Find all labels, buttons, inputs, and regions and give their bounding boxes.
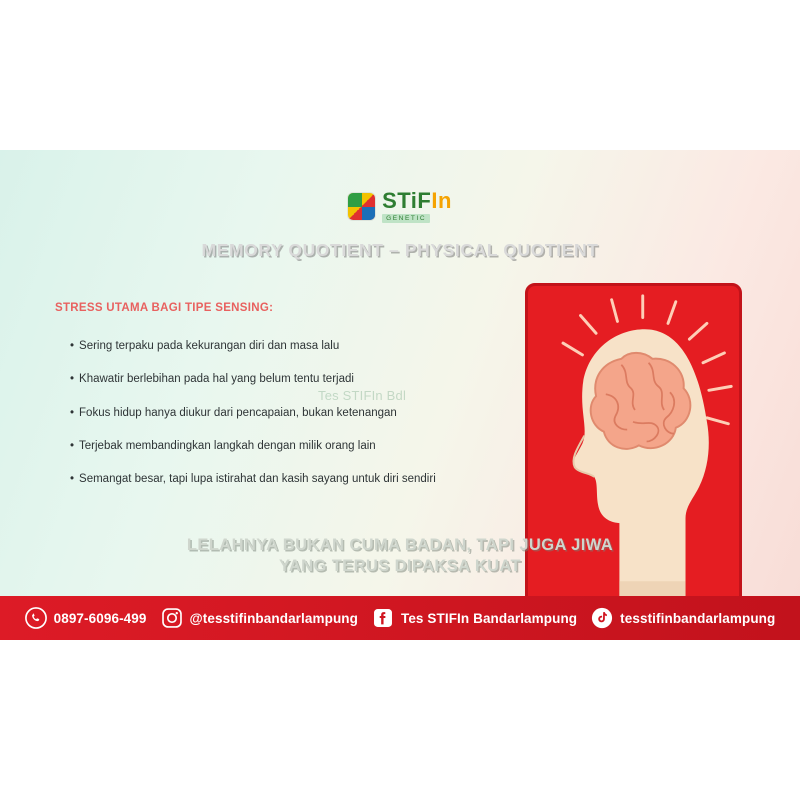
stifin-logo: [0, 190, 800, 223]
list-item: [70, 373, 510, 387]
list-item-label: Khawatir berlebihan pada hal yang belum tentu terjadi: [79, 373, 354, 386]
contact-footer-bar: [0, 596, 800, 640]
section-subheading: STRESS UTAMA BAGI TIPE SENSING:: [55, 302, 274, 314]
tagline-line-2: YANG TERUS DIPAKSA KUAT: [278, 556, 522, 575]
contact-instagram-label: @tesstifinbandarlampung: [189, 610, 358, 626]
stifin-cube-icon: [348, 193, 375, 220]
whatsapp-icon: [25, 607, 47, 629]
contact-tiktok[interactable]: [591, 607, 775, 629]
contact-instagram[interactable]: [161, 607, 358, 629]
bullet-marker: •: [70, 473, 75, 486]
contact-whatsapp-label: 0897-6096-499: [53, 610, 147, 626]
list-item: [70, 473, 510, 487]
stifin-logo-subtitle: GENETIC: [382, 214, 430, 223]
stifin-logo-word-accent: In: [431, 188, 452, 213]
stifin-logo-word-main: STiF: [382, 188, 432, 213]
list-item-label: Sering terpaku pada kekurangan diri dan masa lalu: [79, 340, 340, 352]
contact-whatsapp[interactable]: [25, 607, 147, 629]
stifin-logo-text: [382, 190, 452, 223]
bullet-marker: •: [70, 340, 75, 352]
bullet-marker: •: [70, 406, 75, 419]
bullet-marker: •: [70, 439, 75, 452]
head-brain-illustration-icon: [528, 286, 739, 640]
contact-facebook-label: Tes STIFIn Bandarlampung: [400, 610, 578, 626]
tiktok-icon: [591, 607, 613, 629]
list-item: [70, 407, 510, 421]
watermark-text: Tes STIFIn Bdl: [318, 388, 407, 403]
stifin-logo-wordmark: [382, 190, 452, 212]
instagram-icon: [161, 607, 183, 629]
stress-points-list: [70, 340, 510, 506]
tagline-line-1: LELAHNYA BUKAN CUMA BADAN, TAPI JUGA JIWA: [186, 536, 614, 554]
list-item: [70, 340, 510, 354]
list-item-label: Semangat besar, tapi lupa istirahat dan kasih sayang untuk diri sendiri: [79, 473, 436, 486]
list-item-label: Fokus hidup hanya diukur dari pencapaian, bukan ketenangan: [79, 406, 397, 419]
contact-tiktok-label: tesstifinbandarlampung: [620, 610, 776, 626]
tagline: [0, 535, 800, 576]
facebook-icon: [372, 607, 394, 629]
contact-facebook[interactable]: [372, 607, 577, 629]
list-item-label: Terjebak membandingkan langkah dengan milik orang lain: [79, 439, 376, 452]
sensing-illustration-card: [525, 283, 742, 640]
poster-canvas: [0, 150, 800, 640]
list-item: [70, 440, 510, 454]
bullet-marker: •: [70, 373, 75, 386]
page-title: MEMORY QUOTIENT – PHYSICAL QUOTIENT: [201, 240, 599, 260]
